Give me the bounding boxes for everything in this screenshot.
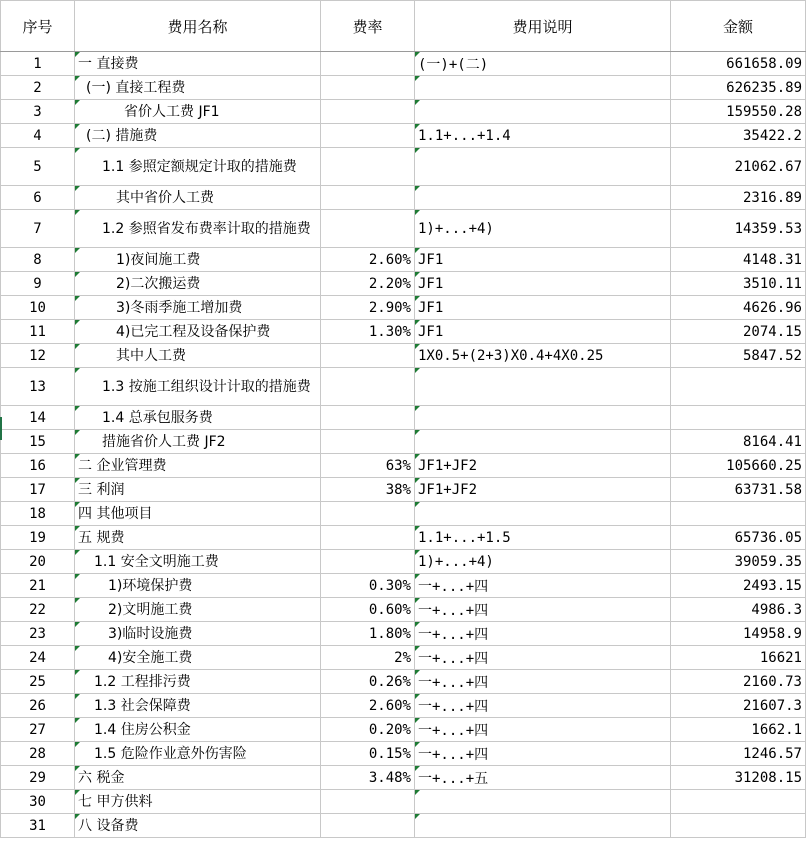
cell-index[interactable]: 12 — [1, 344, 75, 368]
cell-amount[interactable]: 2160.73 — [671, 670, 806, 694]
cell-fee-description[interactable]: 一+...+四 — [415, 670, 671, 694]
table-row[interactable] — [1, 742, 806, 766]
table-row[interactable] — [1, 186, 806, 210]
cell-index[interactable]: 13 — [1, 368, 75, 406]
table-row[interactable] — [1, 100, 806, 124]
cell-fee-name[interactable]: 四 其他项目 — [75, 502, 321, 526]
cell-index[interactable]: 1 — [1, 52, 75, 76]
table-row[interactable] — [1, 718, 806, 742]
cell-rate[interactable]: 2.60% — [321, 248, 415, 272]
cell-amount[interactable]: 14958.9 — [671, 622, 806, 646]
cell-fee-description[interactable]: 1.1+...+1.5 — [415, 526, 671, 550]
cell-fee-name[interactable]: 1)环境保护费 — [75, 574, 321, 598]
active-row-indicator — [0, 417, 2, 440]
table-row[interactable] — [1, 646, 806, 670]
cell-fee-description[interactable] — [415, 790, 671, 814]
table-row[interactable] — [1, 526, 806, 550]
cell-fee-name[interactable]: 八 设备费 — [75, 814, 321, 838]
cell-amount[interactable]: 21062.67 — [671, 148, 806, 186]
cell-rate[interactable] — [321, 550, 415, 574]
cell-index[interactable]: 21 — [1, 574, 75, 598]
cell-fee-description[interactable]: 一+...+四 — [415, 622, 671, 646]
cell-index[interactable]: 20 — [1, 550, 75, 574]
cell-rate[interactable]: 0.26% — [321, 670, 415, 694]
cell-amount[interactable]: 2074.15 — [671, 320, 806, 344]
cell-fee-description[interactable] — [415, 430, 671, 454]
cell-fee-name[interactable]: 1.5 危险作业意外伤害险 — [75, 742, 321, 766]
header-rate[interactable]: 费率 — [321, 1, 415, 52]
cell-amount[interactable] — [671, 814, 806, 838]
cell-index[interactable]: 14 — [1, 406, 75, 430]
cell-rate[interactable]: 2.90% — [321, 296, 415, 320]
cell-index[interactable]: 19 — [1, 526, 75, 550]
cell-rate[interactable] — [321, 368, 415, 406]
cell-fee-description[interactable]: JF1 — [415, 248, 671, 272]
cell-fee-description[interactable]: 1)+...+4) — [415, 210, 671, 248]
cell-amount[interactable]: 8164.41 — [671, 430, 806, 454]
cell-index[interactable]: 9 — [1, 272, 75, 296]
table-row[interactable] — [1, 790, 806, 814]
cell-index[interactable]: 28 — [1, 742, 75, 766]
cell-fee-description[interactable]: 一+...+四 — [415, 742, 671, 766]
table-row[interactable] — [1, 502, 806, 526]
cell-rate[interactable]: 3.48% — [321, 766, 415, 790]
cell-fee-description[interactable]: 一+...+四 — [415, 598, 671, 622]
cell-fee-name[interactable]: 其中人工费 — [75, 344, 321, 368]
cell-rate[interactable]: 1.30% — [321, 320, 415, 344]
cell-index[interactable]: 30 — [1, 790, 75, 814]
cell-fee-name[interactable]: 措施省价人工费 JF2 — [75, 430, 321, 454]
cell-index[interactable]: 24 — [1, 646, 75, 670]
cell-index[interactable]: 2 — [1, 76, 75, 100]
header-row — [1, 1, 806, 52]
cell-rate[interactable]: 63% — [321, 454, 415, 478]
cell-rate[interactable] — [321, 344, 415, 368]
cell-amount[interactable]: 661658.09 — [671, 52, 806, 76]
cell-fee-name[interactable]: 三 利润 — [75, 478, 321, 502]
cell-amount[interactable]: 4626.96 — [671, 296, 806, 320]
cell-fee-name[interactable]: 六 税金 — [75, 766, 321, 790]
cell-index[interactable]: 16 — [1, 454, 75, 478]
cell-amount[interactable]: 31208.15 — [671, 766, 806, 790]
cell-rate[interactable]: 38% — [321, 478, 415, 502]
cell-fee-name[interactable]: 二 企业管理费 — [75, 454, 321, 478]
cell-rate[interactable]: 2.20% — [321, 272, 415, 296]
cell-amount[interactable] — [671, 368, 806, 406]
cell-index[interactable]: 31 — [1, 814, 75, 838]
cell-fee-description[interactable] — [415, 186, 671, 210]
cell-fee-description[interactable]: JF1+JF2 — [415, 478, 671, 502]
table-row[interactable] — [1, 296, 806, 320]
cell-amount[interactable]: 3510.11 — [671, 272, 806, 296]
table-row[interactable] — [1, 272, 806, 296]
cell-rate[interactable]: 2.60% — [321, 694, 415, 718]
cell-index[interactable]: 15 — [1, 430, 75, 454]
cell-fee-name[interactable]: 2)二次搬运费 — [75, 272, 321, 296]
cell-fee-description[interactable]: (一)+(二) — [415, 52, 671, 76]
cell-amount[interactable] — [671, 406, 806, 430]
cell-fee-name[interactable]: (二) 措施费 — [75, 124, 321, 148]
header-index[interactable]: 序号 — [1, 1, 75, 52]
cell-fee-description[interactable]: 1.1+...+1.4 — [415, 124, 671, 148]
table-row[interactable] — [1, 430, 806, 454]
cell-index[interactable]: 3 — [1, 100, 75, 124]
cell-rate[interactable] — [321, 148, 415, 186]
cell-fee-description[interactable]: 一+...+四 — [415, 718, 671, 742]
table-row[interactable] — [1, 368, 806, 406]
table-row[interactable] — [1, 814, 806, 838]
cell-fee-name[interactable]: 4)安全施工费 — [75, 646, 321, 670]
cell-fee-name[interactable]: 2)文明施工费 — [75, 598, 321, 622]
cell-index[interactable]: 29 — [1, 766, 75, 790]
table-row[interactable] — [1, 574, 806, 598]
cell-index[interactable]: 17 — [1, 478, 75, 502]
table-row[interactable] — [1, 52, 806, 76]
cell-amount[interactable]: 1662.1 — [671, 718, 806, 742]
cell-fee-description[interactable]: 一+...+五 — [415, 766, 671, 790]
cell-fee-name[interactable]: 3)冬雨季施工增加费 — [75, 296, 321, 320]
cell-rate[interactable] — [321, 124, 415, 148]
cell-fee-name[interactable]: 4)已完工程及设备保护费 — [75, 320, 321, 344]
cell-fee-description[interactable] — [415, 368, 671, 406]
table-row[interactable] — [1, 694, 806, 718]
cell-rate[interactable] — [321, 100, 415, 124]
cell-fee-description[interactable]: JF1 — [415, 296, 671, 320]
cell-amount[interactable]: 159550.28 — [671, 100, 806, 124]
table-row[interactable] — [1, 670, 806, 694]
cell-fee-name[interactable]: 1.4 总承包服务费 — [75, 406, 321, 430]
cell-index[interactable]: 5 — [1, 148, 75, 186]
cell-fee-description[interactable]: JF1+JF2 — [415, 454, 671, 478]
cell-amount[interactable]: 35422.2 — [671, 124, 806, 148]
cell-rate[interactable] — [321, 186, 415, 210]
cell-fee-description[interactable]: 一+...+四 — [415, 574, 671, 598]
cell-index[interactable]: 6 — [1, 186, 75, 210]
cell-fee-name[interactable]: 一 直接费 — [75, 52, 321, 76]
cell-fee-description[interactable] — [415, 76, 671, 100]
cell-fee-description[interactable] — [415, 502, 671, 526]
cell-index[interactable]: 18 — [1, 502, 75, 526]
cell-fee-description[interactable]: 一+...+四 — [415, 646, 671, 670]
cell-rate[interactable]: 2% — [321, 646, 415, 670]
cell-amount[interactable]: 4148.31 — [671, 248, 806, 272]
cell-fee-description[interactable]: 1X0.5+(2+3)X0.4+4X0.25 — [415, 344, 671, 368]
cell-fee-name[interactable]: 五 规费 — [75, 526, 321, 550]
table-row[interactable] — [1, 248, 806, 272]
cell-fee-description[interactable]: 一+...+四 — [415, 694, 671, 718]
cell-amount[interactable]: 14359.53 — [671, 210, 806, 248]
cell-index[interactable]: 26 — [1, 694, 75, 718]
cell-amount[interactable]: 1246.57 — [671, 742, 806, 766]
cell-rate[interactable] — [321, 210, 415, 248]
table-row[interactable] — [1, 124, 806, 148]
cell-fee-description[interactable]: 1)+...+4) — [415, 550, 671, 574]
cell-index[interactable]: 4 — [1, 124, 75, 148]
header-amount[interactable]: 金额 — [671, 1, 806, 52]
table-row[interactable] — [1, 210, 806, 248]
cell-fee-name[interactable]: 1.2 参照省发布费率计取的措施费 — [75, 210, 321, 248]
cell-fee-description[interactable] — [415, 814, 671, 838]
table-row[interactable] — [1, 550, 806, 574]
cell-amount[interactable] — [671, 502, 806, 526]
cell-fee-description[interactable] — [415, 148, 671, 186]
table-row[interactable] — [1, 344, 806, 368]
table-row[interactable] — [1, 598, 806, 622]
cell-amount[interactable]: 105660.25 — [671, 454, 806, 478]
cell-index[interactable]: 23 — [1, 622, 75, 646]
cell-rate[interactable] — [321, 76, 415, 100]
table-row[interactable] — [1, 76, 806, 100]
cell-rate[interactable]: 0.30% — [321, 574, 415, 598]
cell-amount[interactable]: 2316.89 — [671, 186, 806, 210]
cell-index[interactable]: 8 — [1, 248, 75, 272]
table-row[interactable] — [1, 478, 806, 502]
cell-fee-name[interactable]: 省价人工费 JF1 — [75, 100, 321, 124]
cell-rate[interactable] — [321, 502, 415, 526]
cell-rate[interactable] — [321, 814, 415, 838]
cell-index[interactable]: 27 — [1, 718, 75, 742]
cell-rate[interactable]: 1.80% — [321, 622, 415, 646]
cell-index[interactable]: 25 — [1, 670, 75, 694]
cell-amount[interactable] — [671, 790, 806, 814]
cell-index[interactable]: 7 — [1, 210, 75, 248]
cell-amount[interactable]: 4986.3 — [671, 598, 806, 622]
cell-rate[interactable]: 0.15% — [321, 742, 415, 766]
header-fee-name[interactable]: 费用名称 — [75, 1, 321, 52]
cell-fee-name[interactable]: 1.1 安全文明施工费 — [75, 550, 321, 574]
cell-rate[interactable] — [321, 526, 415, 550]
cell-amount[interactable]: 21607.3 — [671, 694, 806, 718]
table-row[interactable] — [1, 406, 806, 430]
cell-index[interactable]: 10 — [1, 296, 75, 320]
table-row[interactable] — [1, 148, 806, 186]
cell-fee-name[interactable]: 1.2 工程排污费 — [75, 670, 321, 694]
cell-amount[interactable]: 63731.58 — [671, 478, 806, 502]
cell-amount[interactable]: 626235.89 — [671, 76, 806, 100]
cell-rate[interactable] — [321, 430, 415, 454]
cell-index[interactable]: 22 — [1, 598, 75, 622]
cell-fee-description[interactable] — [415, 100, 671, 124]
cell-amount[interactable]: 16621 — [671, 646, 806, 670]
cell-amount[interactable]: 65736.05 — [671, 526, 806, 550]
cell-amount[interactable]: 2493.15 — [671, 574, 806, 598]
header-fee-description[interactable]: 费用说明 — [415, 1, 671, 52]
cell-fee-description[interactable] — [415, 406, 671, 430]
table-row[interactable] — [1, 766, 806, 790]
cell-index[interactable]: 11 — [1, 320, 75, 344]
table-body — [1, 52, 806, 838]
cell-rate[interactable] — [321, 406, 415, 430]
cell-fee-name[interactable]: 3)临时设施费 — [75, 622, 321, 646]
cell-amount[interactable]: 39059.35 — [671, 550, 806, 574]
cell-rate[interactable] — [321, 790, 415, 814]
cell-fee-name[interactable]: 1)夜间施工费 — [75, 248, 321, 272]
cell-rate[interactable]: 0.20% — [321, 718, 415, 742]
cell-fee-description[interactable]: JF1 — [415, 272, 671, 296]
table-row[interactable] — [1, 454, 806, 478]
table-row[interactable] — [1, 320, 806, 344]
cell-fee-name[interactable]: 七 甲方供料 — [75, 790, 321, 814]
cell-amount[interactable]: 5847.52 — [671, 344, 806, 368]
cell-fee-name[interactable]: (一) 直接工程费 — [75, 76, 321, 100]
cell-fee-name[interactable]: 其中省价人工费 — [75, 186, 321, 210]
table-row[interactable] — [1, 622, 806, 646]
cell-fee-name[interactable]: 1.4 住房公积金 — [75, 718, 321, 742]
cell-rate[interactable] — [321, 52, 415, 76]
cell-fee-name[interactable]: 1.3 社会保障费 — [75, 694, 321, 718]
cell-fee-description[interactable]: JF1 — [415, 320, 671, 344]
cell-rate[interactable]: 0.60% — [321, 598, 415, 622]
cell-fee-name[interactable]: 1.1 参照定额规定计取的措施费 — [75, 148, 321, 186]
cell-fee-name[interactable]: 1.3 按施工组织设计计取的措施费 — [75, 368, 321, 406]
